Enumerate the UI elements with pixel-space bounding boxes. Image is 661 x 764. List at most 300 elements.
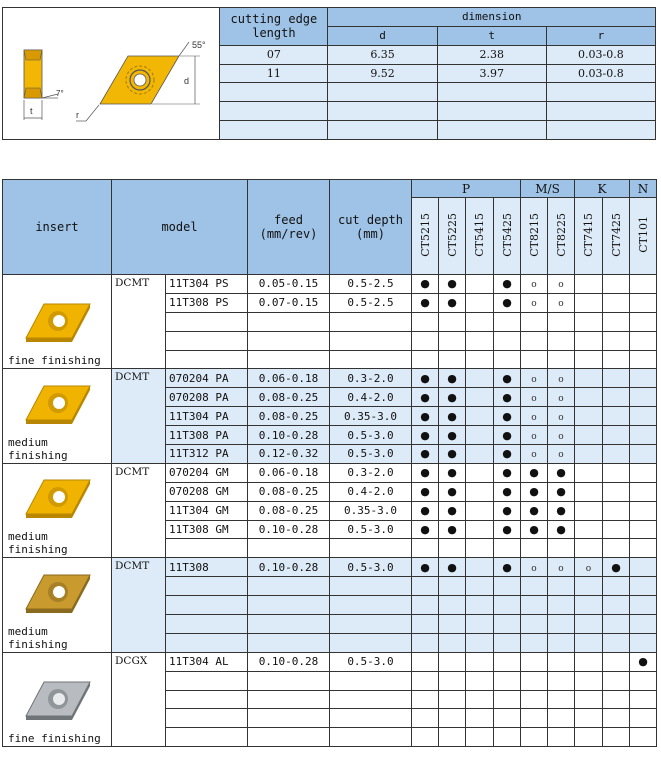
- filled-dot-icon: ●: [611, 560, 621, 574]
- filled-dot-icon: ●: [447, 409, 457, 423]
- cut-depth-cell: 0.5-3.0: [330, 520, 412, 539]
- group-k-header: K: [575, 180, 630, 198]
- grade-mark-ct7415: [575, 539, 603, 558]
- r-cell: [546, 121, 655, 140]
- grade-header-ct5425: [494, 198, 521, 275]
- grade-mark-ct8215: [521, 633, 548, 652]
- grade-mark-ct5215: [412, 426, 439, 445]
- feed-cell: 0.08-0.25: [248, 407, 330, 426]
- open-circle-icon: o: [558, 374, 564, 385]
- grade-mark-ct8225: [548, 388, 575, 407]
- filled-dot-icon: ●: [502, 466, 512, 480]
- grade-mark-ct8225: [548, 275, 575, 294]
- open-circle-icon: o: [531, 431, 537, 442]
- cut-depth-cell: [330, 539, 412, 558]
- r-cell: 0.03-0.8: [546, 45, 655, 64]
- grade-mark-ct101: [630, 463, 657, 482]
- model-cell: 070208 PA: [166, 388, 248, 407]
- grade-mark-ct5225: [439, 407, 466, 426]
- filled-dot-icon: ●: [556, 504, 566, 518]
- grade-mark-ct8225: [548, 463, 575, 482]
- cut-depth-cell: [330, 615, 412, 634]
- cut-depth-cell: [330, 577, 412, 596]
- cut-depth-cell: [330, 709, 412, 728]
- cut-depth-cell: 0.5-3.0: [330, 558, 412, 577]
- grade-mark-ct5215: [412, 558, 439, 577]
- grade-mark-ct7425: [603, 501, 630, 520]
- grade-mark-ct8225: [548, 596, 575, 615]
- grade-mark-ct5215: [412, 482, 439, 501]
- feed-cell: 0.06-0.18: [248, 369, 330, 388]
- grade-mark-ct5415: [466, 671, 494, 690]
- filled-dot-icon: ●: [447, 560, 457, 574]
- grade-mark-ct5415: [466, 728, 494, 747]
- grade-mark-ct5215: [412, 445, 439, 464]
- r-cell: [546, 102, 655, 121]
- table-row: [3, 463, 657, 482]
- grade-mark-ct5415: [466, 445, 494, 464]
- grade-mark-ct8215: [521, 275, 548, 294]
- grade-mark-ct5425: [494, 671, 521, 690]
- grade-mark-ct8225: [548, 426, 575, 445]
- grade-mark-ct5215: [412, 520, 439, 539]
- grade-mark-ct5225: [439, 312, 466, 331]
- grade-mark-ct5425: [494, 539, 521, 558]
- cut-depth-cell: 0.3-2.0: [330, 369, 412, 388]
- grade-mark-ct101: [630, 577, 657, 596]
- grade-mark-ct101: [630, 350, 657, 369]
- insert-cell: [3, 463, 112, 557]
- grade-mark-ct7425: [603, 633, 630, 652]
- insert-label: fine finishing: [8, 732, 101, 746]
- grade-mark-ct5225: [439, 331, 466, 350]
- model-cell: 11T312 PA: [166, 445, 248, 464]
- grade-mark-ct5225: [439, 501, 466, 520]
- filled-dot-icon: ●: [529, 466, 539, 480]
- grade-mark-ct5415: [466, 633, 494, 652]
- grade-mark-ct101: [630, 426, 657, 445]
- feed-cell: 0.07-0.15: [248, 293, 330, 312]
- grade-mark-ct8225: [548, 709, 575, 728]
- open-circle-icon: o: [558, 563, 564, 574]
- grade-mark-ct5415: [466, 369, 494, 388]
- insert-image-icon: [18, 294, 96, 346]
- filled-dot-icon: ●: [447, 523, 457, 537]
- model-cell: 11T308 GM: [166, 520, 248, 539]
- grade-mark-ct5215: [412, 539, 439, 558]
- grade-mark-ct5225: [439, 445, 466, 464]
- grade-mark-ct7425: [603, 426, 630, 445]
- insert-label: medium finishing: [8, 624, 68, 651]
- r-cell: [546, 83, 655, 102]
- svg-text:d: d: [183, 76, 189, 86]
- grade-mark-ct5225: [439, 426, 466, 445]
- d-header: d: [328, 26, 437, 45]
- feed-cell: [248, 671, 330, 690]
- grade-mark-ct101: [630, 671, 657, 690]
- open-circle-icon: o: [531, 280, 537, 291]
- open-circle-icon: o: [558, 280, 564, 291]
- table-row: [3, 275, 657, 294]
- grade-header-ct5415: [466, 198, 494, 275]
- grade-mark-ct7415: [575, 558, 603, 577]
- grade-mark-ct5225: [439, 615, 466, 634]
- model-cell: [166, 539, 248, 558]
- model-cell: [166, 577, 248, 596]
- grade-mark-ct8215: [521, 426, 548, 445]
- grade-mark-ct8215: [521, 463, 548, 482]
- grade-mark-ct5425: [494, 388, 521, 407]
- grade-mark-ct5225: [439, 463, 466, 482]
- grade-mark-ct7425: [603, 293, 630, 312]
- grade-mark-ct101: [630, 728, 657, 747]
- model-cell: [166, 350, 248, 369]
- group-p-header: P: [412, 180, 521, 198]
- dimension-header: dimension: [328, 8, 656, 27]
- model-cell: 070204 GM: [166, 463, 248, 482]
- feed-cell: 0.10-0.28: [248, 652, 330, 671]
- grade-mark-ct101: [630, 331, 657, 350]
- grade-mark-ct5425: [494, 709, 521, 728]
- grade-mark-ct7415: [575, 445, 603, 464]
- grade-label: CT5415: [473, 212, 486, 257]
- grade-mark-ct8215: [521, 445, 548, 464]
- grade-mark-ct101: [630, 596, 657, 615]
- filled-dot-icon: ●: [420, 371, 430, 385]
- grade-mark-ct5415: [466, 539, 494, 558]
- filled-dot-icon: ●: [420, 277, 430, 291]
- cut-depth-cell: 0.4-2.0: [330, 482, 412, 501]
- cut-depth-cell: 0.35-3.0: [330, 501, 412, 520]
- model-cell: [166, 633, 248, 652]
- grade-mark-ct5425: [494, 463, 521, 482]
- feed-cell: [248, 596, 330, 615]
- model-cell: 11T308 PS: [166, 293, 248, 312]
- grade-mark-ct5225: [439, 369, 466, 388]
- model-cell: 11T304 AL: [166, 652, 248, 671]
- grade-mark-ct8225: [548, 331, 575, 350]
- svg-text:7°: 7°: [55, 89, 64, 98]
- open-circle-icon: o: [531, 374, 537, 385]
- filled-dot-icon: ●: [529, 523, 539, 537]
- model-cell: [166, 331, 248, 350]
- grade-mark-ct7415: [575, 652, 603, 671]
- grade-mark-ct5225: [439, 596, 466, 615]
- cut-depth-cell: [330, 633, 412, 652]
- grade-mark-ct5425: [494, 690, 521, 709]
- grade-mark-ct5425: [494, 520, 521, 539]
- feed-cell: [248, 633, 330, 652]
- model-cell: 11T304 PA: [166, 407, 248, 426]
- grade-mark-ct7425: [603, 671, 630, 690]
- filled-dot-icon: ●: [447, 447, 457, 461]
- model-prefix: DCMT: [112, 463, 166, 557]
- open-circle-icon: o: [531, 393, 537, 404]
- grade-mark-ct8215: [521, 312, 548, 331]
- filled-dot-icon: ●: [447, 504, 457, 518]
- model-cell: 070208 GM: [166, 482, 248, 501]
- open-circle-icon: o: [531, 299, 537, 310]
- grade-mark-ct5215: [412, 652, 439, 671]
- grade-mark-ct5225: [439, 558, 466, 577]
- open-circle-icon: o: [558, 450, 564, 461]
- feed-header-unit: (mm/rev): [259, 227, 318, 241]
- grade-mark-ct7415: [575, 312, 603, 331]
- grade-mark-ct5425: [494, 596, 521, 615]
- grade-mark-ct5225: [439, 539, 466, 558]
- grade-mark-ct101: [630, 690, 657, 709]
- grade-label: CT5225: [445, 212, 459, 257]
- grade-mark-ct8215: [521, 652, 548, 671]
- d-cell: [328, 121, 437, 140]
- grade-mark-ct8215: [521, 558, 548, 577]
- grade-mark-ct7415: [575, 615, 603, 634]
- model-cell: 11T304 GM: [166, 501, 248, 520]
- filled-dot-icon: ●: [447, 428, 457, 442]
- model-cell: 11T308: [166, 558, 248, 577]
- filled-dot-icon: ●: [420, 296, 430, 310]
- grade-header-ct7425: [603, 198, 630, 275]
- filled-dot-icon: ●: [529, 504, 539, 518]
- grade-mark-ct5415: [466, 426, 494, 445]
- model-cell: 11T308 PA: [166, 426, 248, 445]
- grade-mark-ct8225: [548, 577, 575, 596]
- insert-header: insert: [3, 180, 112, 275]
- grade-mark-ct8215: [521, 501, 548, 520]
- grade-mark-ct5215: [412, 728, 439, 747]
- cut-depth-cell: 0.4-2.0: [330, 388, 412, 407]
- grade-mark-ct7415: [575, 463, 603, 482]
- grade-mark-ct5425: [494, 350, 521, 369]
- grade-mark-ct7415: [575, 728, 603, 747]
- grade-mark-ct5425: [494, 426, 521, 445]
- grade-mark-ct5215: [412, 633, 439, 652]
- model-cell: [166, 709, 248, 728]
- grade-mark-ct8215: [521, 728, 548, 747]
- grade-mark-ct7425: [603, 728, 630, 747]
- insert-image-icon: [18, 376, 96, 428]
- t-cell: 3.97: [437, 64, 546, 83]
- filled-dot-icon: ●: [420, 560, 430, 574]
- model-cell: [166, 596, 248, 615]
- grade-mark-ct101: [630, 709, 657, 728]
- grade-mark-ct5425: [494, 728, 521, 747]
- grade-mark-ct5415: [466, 463, 494, 482]
- grade-mark-ct8215: [521, 690, 548, 709]
- model-prefix: DCMT: [112, 558, 166, 652]
- grade-mark-ct5415: [466, 388, 494, 407]
- open-circle-icon: o: [585, 563, 592, 574]
- filled-dot-icon: ●: [556, 466, 566, 480]
- grade-label: CT5215: [418, 212, 432, 257]
- grade-mark-ct5215: [412, 671, 439, 690]
- grade-mark-ct5415: [466, 275, 494, 294]
- grade-mark-ct8225: [548, 293, 575, 312]
- grade-mark-ct7425: [603, 652, 630, 671]
- grade-mark-ct5215: [412, 690, 439, 709]
- grade-mark-ct5415: [466, 652, 494, 671]
- insert-cell: [3, 652, 112, 746]
- grade-mark-ct101: [630, 407, 657, 426]
- cut-depth-cell: 0.3-2.0: [330, 463, 412, 482]
- grade-mark-ct101: [630, 369, 657, 388]
- grade-mark-ct5425: [494, 331, 521, 350]
- filled-dot-icon: ●: [420, 428, 430, 442]
- insert-label: fine finishing: [8, 354, 101, 368]
- filled-dot-icon: ●: [502, 371, 512, 385]
- feed-cell: [248, 350, 330, 369]
- feed-cell: [248, 709, 330, 728]
- insert-image-icon: [18, 470, 96, 522]
- grade-header-ct8225: [548, 198, 575, 275]
- insert-diagram-cell: [3, 8, 220, 140]
- filled-dot-icon: ●: [502, 523, 512, 537]
- grade-mark-ct8215: [521, 388, 548, 407]
- grade-mark-ct101: [630, 615, 657, 634]
- grade-mark-ct5425: [494, 633, 521, 652]
- filled-dot-icon: ●: [502, 296, 512, 310]
- group-n-header: N: [630, 180, 657, 198]
- grade-mark-ct101: [630, 312, 657, 331]
- grade-mark-ct5215: [412, 312, 439, 331]
- grade-mark-ct8225: [548, 652, 575, 671]
- open-circle-icon: o: [558, 299, 564, 310]
- grade-mark-ct7415: [575, 520, 603, 539]
- grade-mark-ct5425: [494, 369, 521, 388]
- grade-mark-ct101: [630, 558, 657, 577]
- grade-label: CT8215: [527, 212, 541, 257]
- length-cell: [220, 121, 328, 140]
- length-cell: 07: [220, 45, 328, 64]
- grade-selection-table: [2, 179, 657, 747]
- filled-dot-icon: ●: [420, 504, 430, 518]
- length-cell: [220, 102, 328, 121]
- feed-cell: 0.10-0.28: [248, 426, 330, 445]
- feed-cell: 0.05-0.15: [248, 275, 330, 294]
- filled-dot-icon: ●: [420, 523, 430, 537]
- insert-cell: [3, 369, 112, 463]
- grade-header-ct7415: [575, 198, 603, 275]
- grade-mark-ct5425: [494, 482, 521, 501]
- model-cell: 070204 PA: [166, 369, 248, 388]
- grade-mark-ct8215: [521, 482, 548, 501]
- filled-dot-icon: ●: [502, 277, 512, 291]
- open-circle-icon: o: [531, 412, 537, 423]
- grade-mark-ct5215: [412, 369, 439, 388]
- grade-mark-ct5415: [466, 690, 494, 709]
- grade-mark-ct7415: [575, 407, 603, 426]
- insert-cell: [3, 558, 112, 652]
- grade-mark-ct7425: [603, 350, 630, 369]
- grade-mark-ct7425: [603, 369, 630, 388]
- grade-mark-ct7425: [603, 445, 630, 464]
- filled-dot-icon: ●: [420, 466, 430, 480]
- model-cell: [166, 728, 248, 747]
- grade-mark-ct5415: [466, 558, 494, 577]
- grade-header-ct5215: [412, 198, 439, 275]
- grade-mark-ct8225: [548, 558, 575, 577]
- grade-mark-ct7415: [575, 350, 603, 369]
- grade-mark-ct5415: [466, 501, 494, 520]
- grade-mark-ct7425: [603, 690, 630, 709]
- grade-mark-ct7425: [603, 577, 630, 596]
- grade-label: CT5425: [500, 212, 514, 257]
- grade-mark-ct7415: [575, 596, 603, 615]
- grade-mark-ct5425: [494, 615, 521, 634]
- grade-mark-ct101: [630, 539, 657, 558]
- grade-mark-ct7415: [575, 709, 603, 728]
- feed-cell: [248, 539, 330, 558]
- grade-mark-ct5425: [494, 407, 521, 426]
- cut-depth-cell: 0.5-2.5: [330, 293, 412, 312]
- cut-depth-cell: [330, 331, 412, 350]
- grade-mark-ct7415: [575, 690, 603, 709]
- model-prefix: DCGX: [112, 652, 166, 746]
- open-circle-icon: o: [531, 563, 537, 574]
- grade-mark-ct5415: [466, 293, 494, 312]
- grade-mark-ct101: [630, 445, 657, 464]
- grade-mark-ct8215: [521, 331, 548, 350]
- grade-mark-ct7425: [603, 388, 630, 407]
- grade-mark-ct7415: [575, 633, 603, 652]
- open-circle-icon: o: [558, 412, 564, 423]
- grade-label: CT8225: [554, 212, 568, 257]
- grade-mark-ct5415: [466, 331, 494, 350]
- feed-cell: 0.10-0.28: [248, 558, 330, 577]
- grade-mark-ct101: [630, 293, 657, 312]
- grade-mark-ct5415: [466, 615, 494, 634]
- grade-mark-ct7415: [575, 671, 603, 690]
- grade-mark-ct5425: [494, 501, 521, 520]
- feed-cell: [248, 690, 330, 709]
- grade-mark-ct5225: [439, 293, 466, 312]
- grade-mark-ct8225: [548, 615, 575, 634]
- grade-mark-ct7425: [603, 275, 630, 294]
- grade-mark-ct101: [630, 482, 657, 501]
- filled-dot-icon: ●: [447, 277, 457, 291]
- model-prefix: DCMT: [112, 369, 166, 463]
- grade-mark-ct5425: [494, 577, 521, 596]
- insert-label: medium finishing: [8, 435, 68, 462]
- grade-mark-ct8225: [548, 482, 575, 501]
- grade-mark-ct8215: [521, 407, 548, 426]
- grade-mark-ct5225: [439, 652, 466, 671]
- grade-mark-ct5415: [466, 407, 494, 426]
- model-cell: [166, 312, 248, 331]
- model-cell: 11T304 PS: [166, 275, 248, 294]
- feed-cell: [248, 331, 330, 350]
- table-row: [3, 558, 657, 577]
- open-circle-icon: o: [558, 431, 564, 442]
- svg-text:55°: 55°: [191, 40, 206, 50]
- cut-depth-cell: [330, 350, 412, 369]
- grade-mark-ct5215: [412, 388, 439, 407]
- grade-mark-ct8225: [548, 369, 575, 388]
- grade-mark-ct7425: [603, 312, 630, 331]
- r-header: r: [546, 26, 655, 45]
- grade-mark-ct8225: [548, 690, 575, 709]
- cut-depth-cell: [330, 690, 412, 709]
- grade-mark-ct101: [630, 652, 657, 671]
- feed-cell: 0.10-0.28: [248, 520, 330, 539]
- grade-mark-ct101: [630, 501, 657, 520]
- model-header: model: [112, 180, 248, 275]
- grade-mark-ct101: [630, 633, 657, 652]
- grade-mark-ct8225: [548, 350, 575, 369]
- grade-mark-ct5415: [466, 482, 494, 501]
- filled-dot-icon: ●: [556, 523, 566, 537]
- grade-mark-ct8225: [548, 539, 575, 558]
